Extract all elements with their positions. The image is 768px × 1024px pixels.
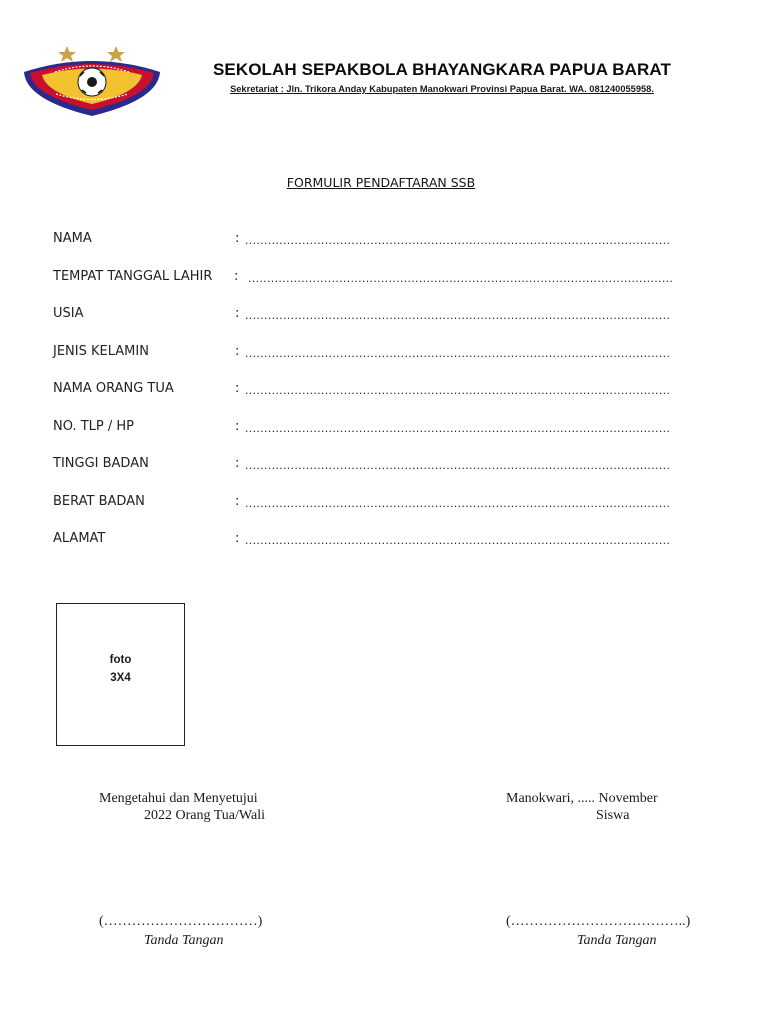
left-heading-line1: Mengetahui dan Menyetujui (99, 791, 258, 806)
field-blank[interactable]: ................................................................................................................ (245, 347, 671, 360)
photo-label (57, 651, 184, 687)
shield-emblem (24, 61, 160, 116)
field-blank[interactable]: ................................................................................................................ (245, 459, 671, 472)
form-title: FORMULIR PENDAFTARAN SSB (286, 175, 476, 190)
field-blank[interactable]: ................................................................................................................ (245, 497, 671, 510)
field-colon: : (235, 531, 240, 546)
secretariat-address: Sekretariat : Jln. Trikora Anday Kabupaten Manokwari Provinsi Papua Barat. WA. 081240055958. (230, 84, 654, 94)
field-blank[interactable]: ................................................................................................................ (245, 234, 671, 247)
field-label: ALAMAT (53, 531, 106, 546)
field-blank[interactable]: ................................................................................................................ (248, 272, 674, 285)
field-jenis-kelamin (53, 344, 703, 364)
left-signature-blank[interactable]: (……………………………) (99, 914, 263, 929)
field-blank[interactable]: ................................................................................................................ (245, 384, 671, 397)
field-label: NAMA (53, 231, 92, 246)
field-colon: : (235, 231, 240, 246)
right-heading-line1: Manokwari, ..... November (506, 791, 658, 806)
right-heading-line2: Siswa (596, 808, 630, 823)
field-label: NO. TLP / HP (53, 419, 134, 434)
field-label: JENIS KELAMIN (53, 344, 149, 359)
field-colon: : (235, 306, 240, 321)
field-colon: : (235, 456, 240, 471)
photo-box (56, 603, 185, 746)
field-berat-badan (53, 494, 703, 514)
field-alamat (53, 531, 703, 551)
star-icon (107, 46, 125, 62)
star-icon (58, 46, 76, 62)
school-name: SEKOLAH SEPAKBOLA BHAYANGKARA PAPUA BARAT (212, 60, 672, 79)
field-blank[interactable]: ................................................................................................................ (245, 309, 671, 322)
field-colon: : (235, 494, 240, 509)
field-tempat-tanggal-lahir (53, 269, 703, 289)
field-colon: : (234, 269, 239, 284)
field-blank[interactable]: ................................................................................................................ (245, 534, 671, 547)
field-colon: : (235, 344, 240, 359)
field-no-tlp-hp (53, 419, 703, 439)
field-tinggi-badan (53, 456, 703, 476)
field-blank[interactable]: ................................................................................................................ (245, 422, 671, 435)
field-label: BERAT BADAN (53, 494, 145, 509)
field-colon: : (235, 381, 240, 396)
school-logo (20, 42, 166, 118)
left-heading-line2: 2022 Orang Tua/Wali (144, 808, 265, 823)
field-label: TEMPAT TANGGAL LAHIR (53, 269, 213, 284)
field-nama-orang-tua (53, 381, 703, 401)
field-label: USIA (53, 306, 84, 321)
field-label: TINGGI BADAN (53, 456, 149, 471)
photo-label-line1: foto (109, 654, 132, 666)
right-signature-caption: Tanda Tangan (577, 933, 657, 948)
field-usia (53, 306, 703, 326)
right-signature-blank[interactable]: (………………………………..) (506, 914, 691, 929)
field-nama (53, 231, 703, 251)
photo-label-line2: 3X4 (110, 672, 131, 684)
left-signature-caption: Tanda Tangan (144, 933, 224, 948)
field-colon: : (235, 419, 240, 434)
field-label: NAMA ORANG TUA (53, 381, 174, 396)
